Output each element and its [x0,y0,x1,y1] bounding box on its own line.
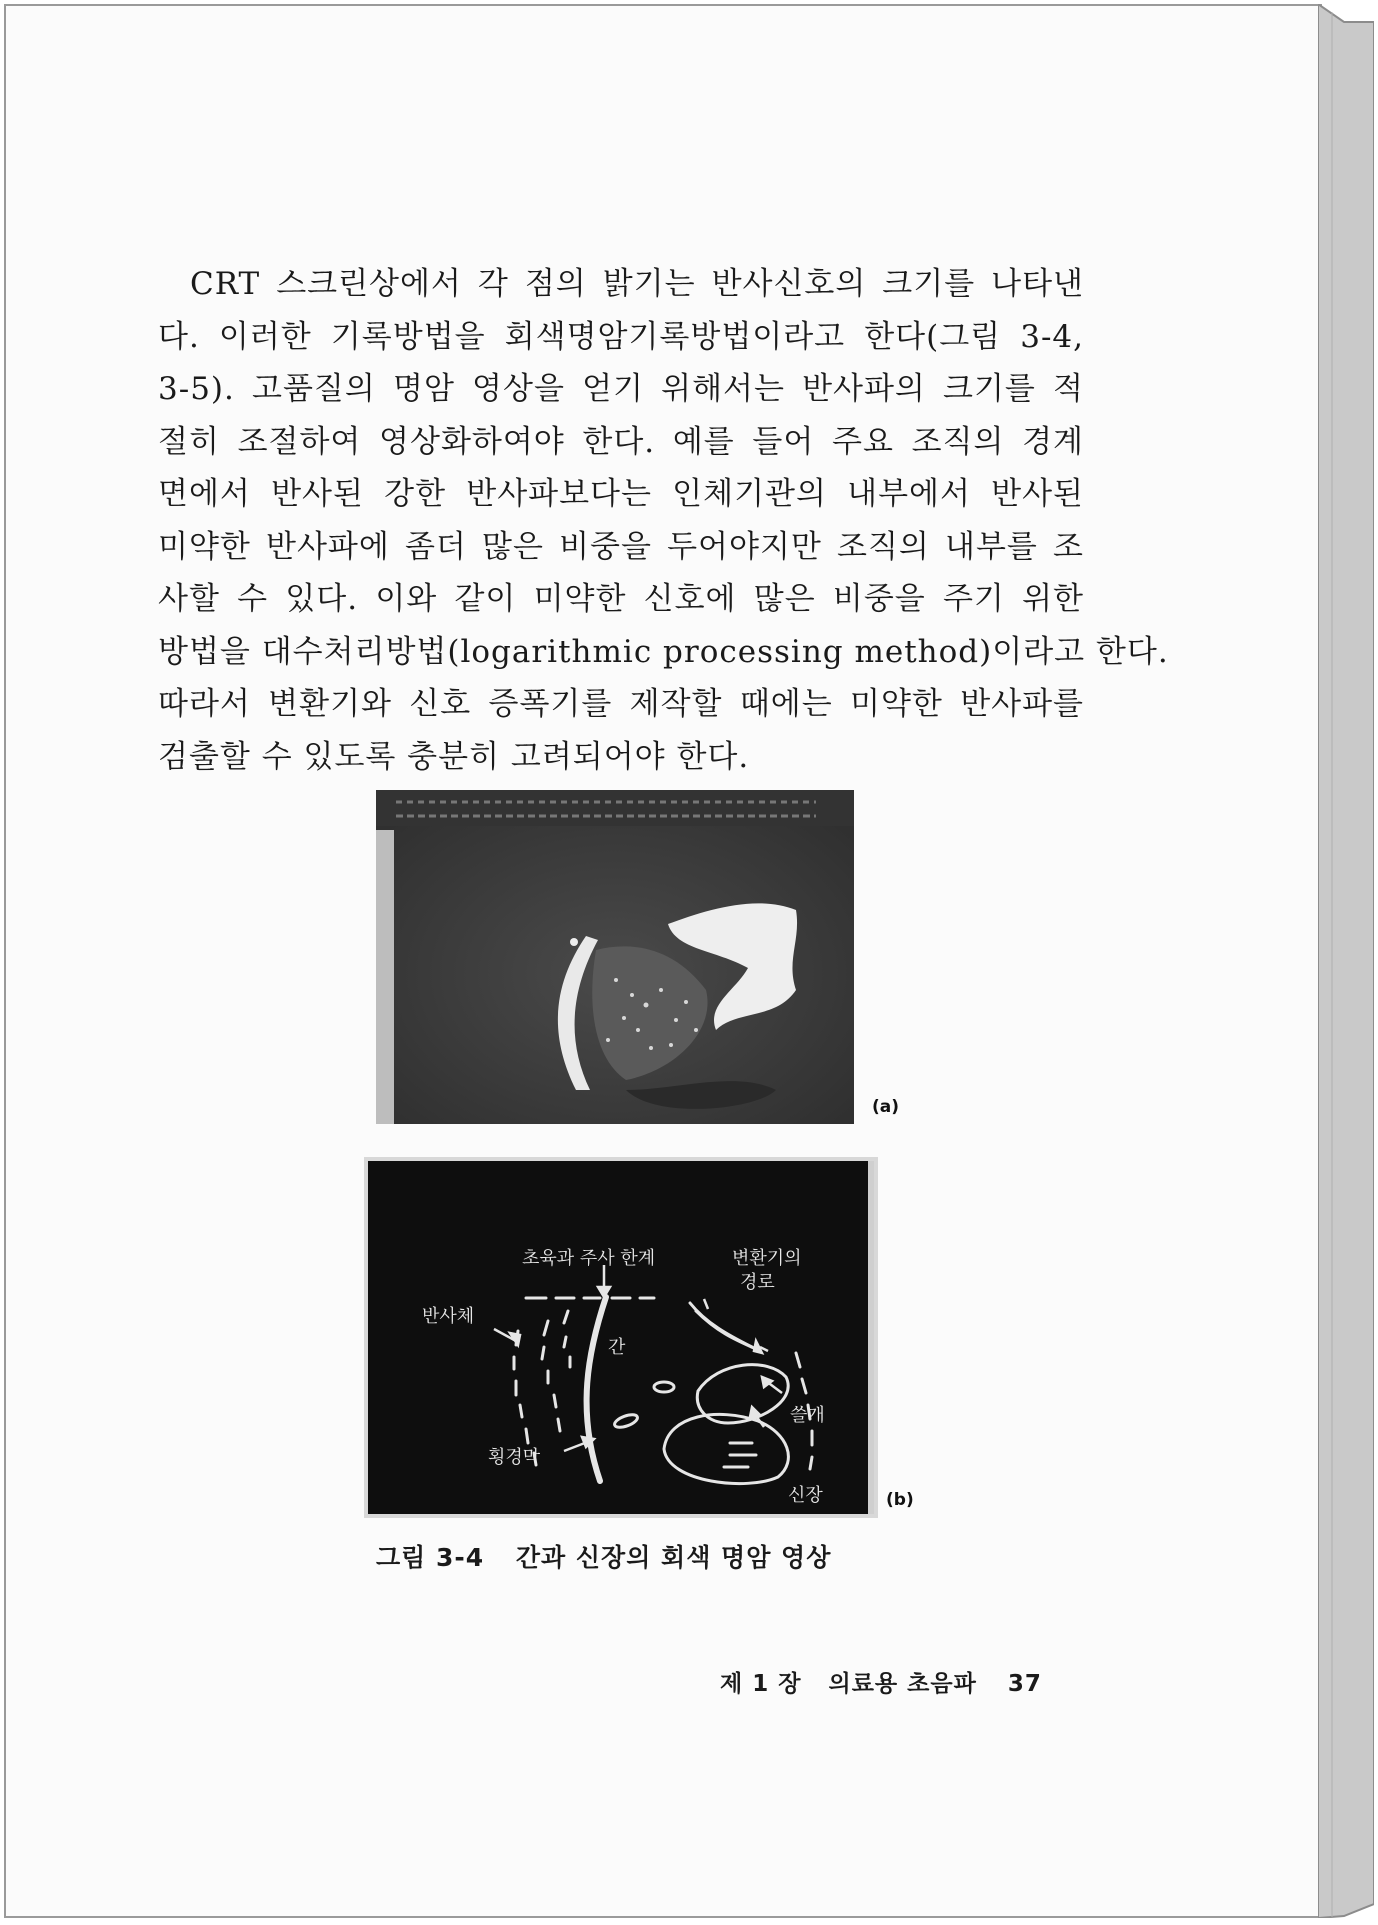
chapter-label: 제 1 장 [720,1671,802,1697]
running-footer [720,1665,1042,1698]
page-number: 37 [1007,1671,1042,1697]
label-limit: 초육과 주사 한계 [522,1248,656,1269]
chapter-title: 의료용 초음파 [828,1671,977,1697]
paragraph-line: 사할 수 있다. 이와 같이 미약한 신호에 많은 비중을 주기 위한 [158,581,1084,617]
body-paragraph [158,258,1169,783]
paragraph-line: CRT 스크린상에서 각 점의 밝기는 반사신호의 크기를 나타낸 [190,266,1084,302]
label-liver: 간 [608,1337,626,1358]
label-kidney: 신장 [788,1485,823,1506]
paragraph-line: 방법을 대수처리방법(logarithmic processing method)이라고 한다. [158,633,1169,670]
ultrasound-image-a [376,790,854,1124]
paragraph-line: 검출할 수 있도록 충분히 고려되어야 한다. [158,738,750,775]
label-transducer-path-1: 변환기의 [732,1248,802,1269]
paragraph-line: 미약한 반사파에 좀더 많은 비중을 두어야지만 조직의 내부를 조 [158,528,1084,565]
caption-text: 간과 신장의 회색 명암 영상 [515,1543,832,1572]
caption-number: 그림 3-4 [376,1543,485,1572]
paragraph-line: 3-5). 고품질의 명암 영상을 얻기 위해서는 반사파의 크기를 적 [158,371,1084,407]
label-transducer-path-2: 경로 [740,1272,775,1293]
figure-caption [376,1538,996,1574]
ultrasound-diagram-b [364,1157,878,1518]
label-gallbladder: 쓸개 [790,1405,825,1426]
page-edge [1318,4,1374,1918]
panel-b-label: (b) [886,1490,914,1510]
paragraph-line: 따라서 변환기와 신호 증폭기를 제작할 때에는 미약한 반사파를 [158,686,1084,722]
ultrasound-scan-a [376,790,854,1124]
label-reflector: 반사체 [422,1306,475,1327]
label-diaphragm: 횡경막 [488,1447,541,1468]
paragraph-line: 절히 조절하여 영상화하여야 한다. 예를 들어 주요 조직의 경계 [158,423,1084,460]
panel-a-label: (a) [872,1097,900,1117]
paragraph-line: 면에서 반사된 강한 반사파보다는 인체기관의 내부에서 반사된 [158,476,1084,512]
paragraph-line: 다. 이러한 기록방법을 회색명암기록방법이라고 한다(그림 3-4, [158,318,1084,355]
